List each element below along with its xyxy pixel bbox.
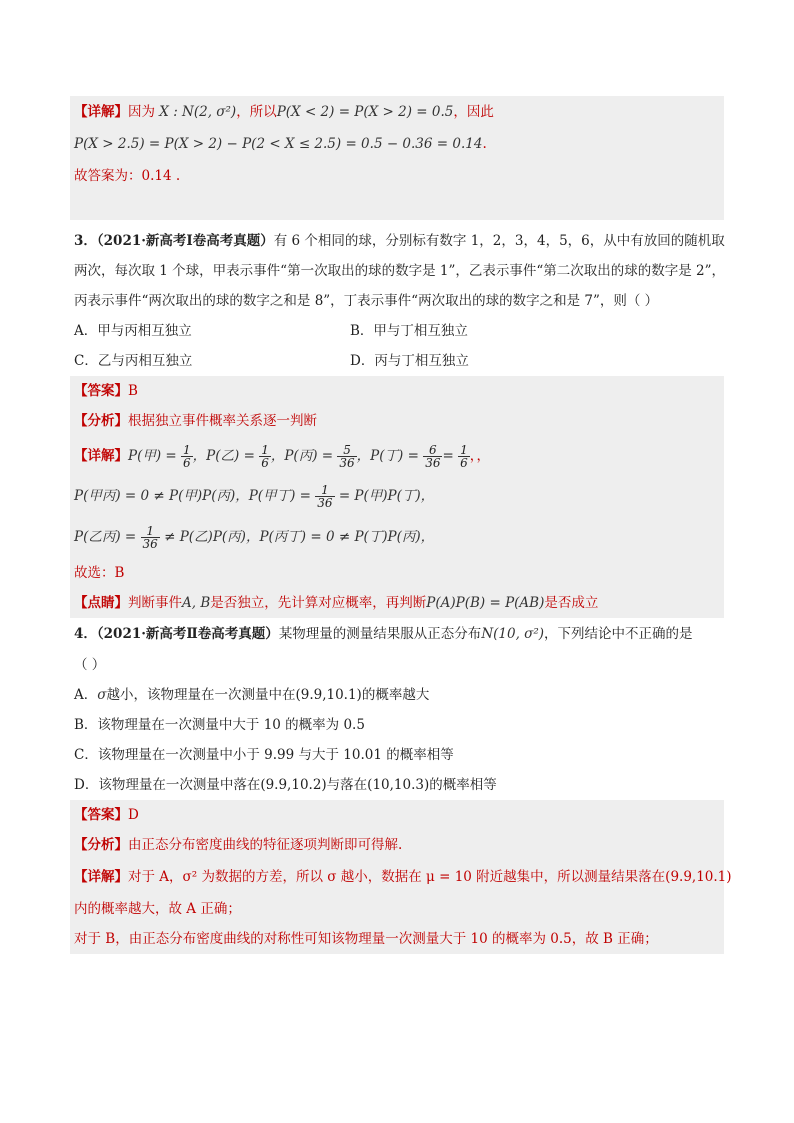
math-expr: N(10, σ²) [481, 626, 545, 642]
math-expr: ，P(丙) = [270, 448, 334, 464]
option-a: A．甲与丙相互独立 [74, 323, 192, 339]
math-expr: A, B [182, 595, 211, 611]
option-b: B．甲与丁相互独立 [350, 323, 468, 339]
solution-block-3 [70, 376, 724, 618]
math-expr: ，P(丁) = [356, 448, 419, 464]
option-text: A． [74, 687, 98, 703]
detail-text: ，所以 [236, 104, 277, 120]
question-text: 某物理量的测量结果服从正态分布 [278, 626, 482, 642]
analysis-text: 由正态分布密度曲线的特征逐项判断即可得解. [128, 837, 403, 853]
answer-line [70, 376, 724, 406]
solution-block-4 [70, 800, 732, 954]
detail-line-1 [70, 436, 724, 476]
options-row-2 [70, 346, 724, 376]
fraction: $\frac{1}{36}$ [317, 483, 333, 510]
comment-tag: 【点睛】 [74, 595, 128, 611]
option-c: C．乙与丙相互独立 [74, 353, 193, 369]
question-source: （2021·新高考Ⅱ卷高考真题） [96, 626, 279, 642]
options-row-1 [70, 316, 724, 346]
analysis-text: 根据独立事件概率关系逐一判断 [128, 413, 317, 429]
question-number: 3． [74, 233, 97, 249]
fraction: $\frac{1}{6}$ [183, 443, 191, 470]
comment-text: 判断事件 [128, 595, 182, 611]
math-expr: σ [97, 687, 107, 703]
question-text: 有 6 个相同的球，分别标有数字 1，2，3，4，5，6，从中有放回的随机取 [273, 233, 725, 249]
fraction: $\frac{1}{6}$ [261, 443, 269, 470]
choice-line: 故选：B [74, 565, 125, 581]
detail-line-2 [70, 476, 724, 516]
answer-tag: 【答案】 [74, 807, 128, 823]
question-4-line-1 [70, 618, 724, 650]
detail-tag: 【详解】 [74, 104, 128, 120]
detail-text: . [482, 136, 487, 152]
detail-line-1 [70, 96, 724, 128]
detail-text: 对于 A，σ² 为数据的方差，所以 σ 越小，数据在 μ = 10 附近越集中，所以测量结果落在(9.9,10.1) [128, 869, 732, 885]
question-3-line-3: 丙表示事件“两次取出的球的数字之和是 8”，丁表示事件“两次取出的球的数字之和是 7”，则（ ） [74, 293, 659, 309]
question-text: ，下列结论中不正确的是 [544, 626, 693, 642]
math-expr: ，P(乙) = [192, 448, 255, 464]
fraction: $\frac{6}{36}$ [425, 443, 441, 470]
detail-text: ，， [469, 448, 490, 464]
question-source: （2021·新高考Ⅰ卷高考真题） [96, 233, 274, 249]
solution-block-prev [70, 96, 724, 220]
math-expr: ≠ P(乙)P(丙)，P(丙丁) = 0 ≠ P(丁)P(丙)， [164, 529, 435, 545]
math-expr: P(X > 2.5) = P(X > 2) − P(2 < X ≤ 2.5) = 0.5 − 0.36 = 0.14 [74, 136, 483, 152]
fraction: $\frac{5}{36}$ [339, 443, 355, 470]
option-a [70, 680, 724, 710]
math-expr: P(甲) = [128, 448, 177, 464]
math-expr: P(X < 2) = P(X > 2) = 0.5 [276, 104, 454, 120]
math-expr: X : N(2, σ²) [159, 104, 237, 120]
blank-line [70, 192, 724, 220]
fraction: $\frac{1}{36}$ [142, 524, 158, 551]
analysis-line [70, 830, 724, 860]
comment-text: 是否独立，先计算对应概率，再判断 [210, 595, 427, 611]
math-expr: = P(甲)P(丁)， [338, 488, 435, 504]
math-expr: = [442, 448, 454, 464]
detail-text: ，因此 [453, 104, 494, 120]
detail-text: 因为 [128, 104, 155, 120]
option-c: C．该物理量在一次测量中小于 9.99 与大于 10.01 的概率相等 [74, 747, 454, 763]
comment-line [70, 588, 724, 618]
detail-line-1 [70, 860, 732, 894]
answer-line [70, 800, 724, 830]
math-expr: P(甲丙) = 0 ≠ P(甲)P(丙)，P(甲丁) = [74, 488, 311, 504]
question-4-line-2: （ ） [74, 657, 106, 673]
answer-value: B [128, 383, 138, 399]
detail-line-3: 对于 B，由正态分布密度曲线的对称性可知该物理量一次测量大于 10 的概率为 0.5，故 B 正确； [74, 931, 658, 947]
option-b: B．该物理量在一次测量中大于 10 的概率为 0.5 [74, 717, 365, 733]
analysis-line [70, 406, 724, 436]
math-expr: P(乙丙) = [74, 529, 137, 545]
detail-line-2: 内的概率越大，故 A 正确； [74, 901, 241, 917]
analysis-tag: 【分析】 [74, 413, 128, 429]
answer-value: D [128, 807, 139, 823]
fraction: $\frac{1}{6}$ [460, 443, 468, 470]
detail-line-2 [70, 128, 724, 160]
option-d: D．该物理量在一次测量中落在(9.9,10.2)与落在(10,10.3)的概率相等 [74, 777, 497, 793]
document-page [70, 96, 732, 954]
detail-line-3 [70, 516, 724, 558]
answer-line: 故答案为：0.14 . [74, 168, 181, 184]
question-3-line-1 [70, 226, 724, 256]
option-d: D．丙与丁相互独立 [350, 353, 469, 369]
detail-tag: 【详解】 [74, 448, 128, 464]
detail-tag: 【详解】 [74, 869, 128, 885]
question-3-line-2: 两次，每次取 1 个球，甲表示事件“第一次取出的球的数字是 1”，乙表示事件“第二次取出的球的数字是 2”， [74, 263, 726, 279]
question-number: 4． [74, 626, 97, 642]
analysis-tag: 【分析】 [74, 837, 128, 853]
comment-text: 是否成立 [544, 595, 599, 611]
answer-tag: 【答案】 [74, 383, 128, 399]
math-expr: P(A)P(B) = P(AB) [426, 595, 545, 611]
option-text: 越小，该物理量在一次测量中在(9.9,10.1)的概率越大 [106, 687, 430, 703]
